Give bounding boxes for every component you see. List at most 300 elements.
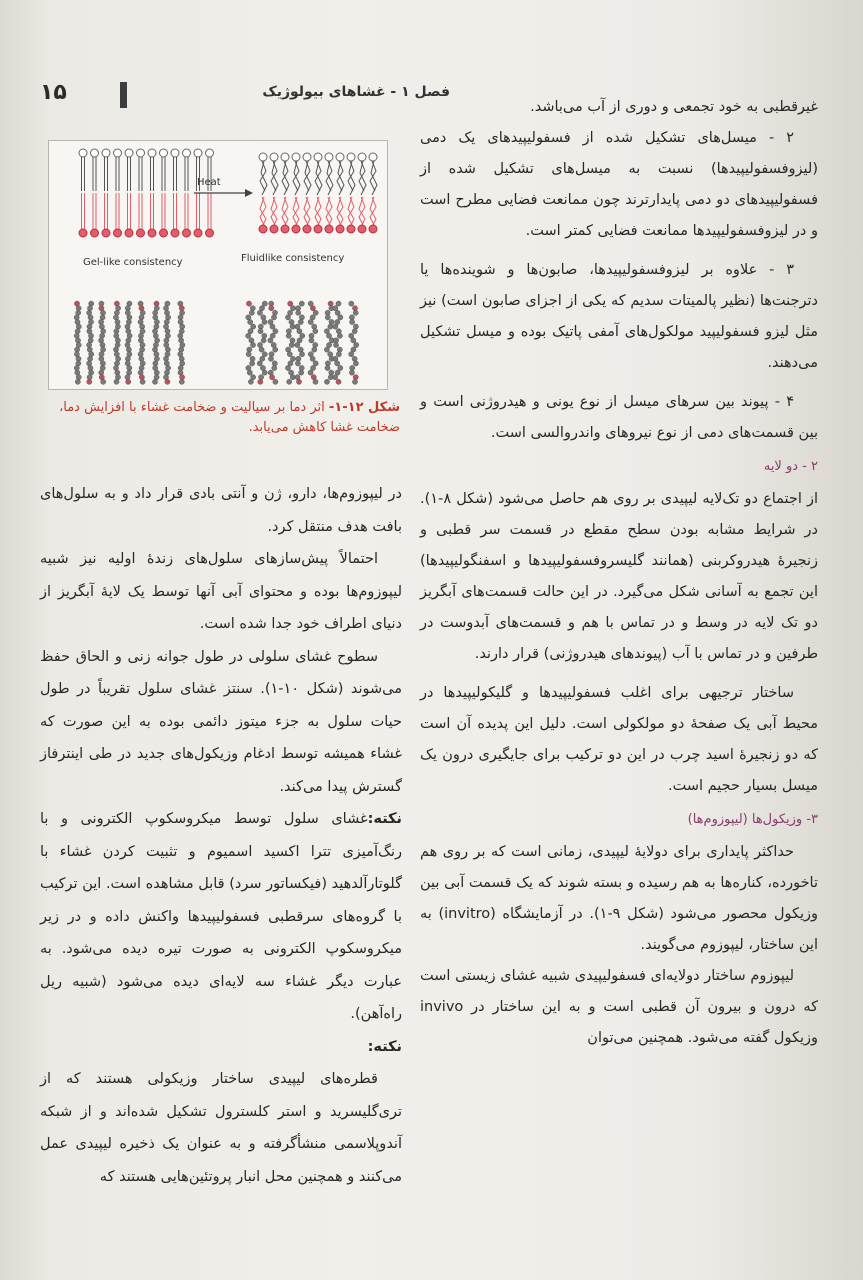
molecule-atom [328,301,333,306]
molecule-atom [246,301,251,306]
lipid-head [303,225,311,233]
molecule-atom [338,315,343,320]
molecule-atom [99,324,104,329]
molecule-atom [354,342,359,347]
molecule-atom [287,352,292,357]
molecule-atom [74,365,79,370]
lipid-head [148,149,156,157]
molecule-atom [140,379,145,384]
molecule-atom [165,379,170,384]
molecule-atom [76,306,81,311]
molecule-atom [138,352,143,357]
molecule-atom [250,306,255,311]
lipid-tail [260,197,266,225]
lipid-head [114,229,122,237]
molecule-atom [289,342,294,347]
molecule-atom [313,329,318,334]
molecule-atom [308,301,313,306]
molecule-atom [337,333,342,338]
molecule-atom [262,301,267,306]
lipid-head [125,149,133,157]
molecule-atom [285,365,290,370]
molecule-atom [299,370,304,375]
molecule-atom [139,356,144,361]
molecule-atom [352,329,357,334]
lipid-tail [293,197,299,225]
lipid-head [91,149,99,157]
paragraph: قطره‌های لیپیدی ساختار وزیکولی هستند که از تری‌گلیسرید و استر کلسترول تشکیل شده‌اند و از شبکه آندوپلاسمی منشأ‌گرفته و به عنوان یک ذخیره لیپیدی عمل می‌کنند و همچنین محل انبار پروتئین‌هایی هستند که [40,1071,402,1185]
heat-arrow-head [245,189,253,197]
molecule-atom [312,324,317,329]
molecule-atom [336,301,341,306]
molecule-atom [310,356,315,361]
note-label: نکته: [367,1038,402,1055]
molecule-atom [165,347,170,352]
molecule-atom [336,352,341,357]
lipid-head [358,225,366,233]
lipid-head [259,153,267,161]
molecule-atom [248,319,253,324]
molecule-atom [88,315,93,320]
molecule-atom [139,365,144,370]
molecule-atom [180,342,185,347]
molecule-atom [290,324,295,329]
molecule-atom [153,333,158,338]
lipid-tail [348,197,354,225]
molecule-atom [152,347,157,352]
molecule-atom [126,379,131,384]
molecule-atom [166,315,171,320]
figure-caption [48,398,400,438]
molecule-atom [114,301,119,306]
lipid-head [194,229,202,237]
lipid-head [114,149,122,157]
molecule-atom [178,333,183,338]
molecule-atom [115,319,120,324]
molecule-atom [99,338,104,343]
lipid-head [183,229,191,237]
molecule-atom [298,319,303,324]
molecule-atom [76,324,81,329]
molecule-atom [99,319,104,324]
paragraph: حداکثر پایداری برای دولایهٔ لیپیدی، زمانی است که بر روی هم تاخورده، کناره‌ها به هم رسیده و بسته شوند که یک قسمت آبی بین وزیکول محصور می‌شود (شکل ۹-۱). در آزمایشگاه (invitro) به این ساختار، لیپوزوم می‌گویند. [420,844,819,953]
molecule-atom [349,370,354,375]
lipid-head [160,149,168,157]
lipid-head [206,149,214,157]
molecule-atom [88,365,93,370]
molecule-atom [308,319,313,324]
note-paragraph [40,803,402,1031]
lipid-head [171,229,179,237]
heat-label: Heat [197,177,221,188]
lipid-head [314,225,322,233]
molecule-atom [179,329,184,334]
lipid-tail [304,197,310,225]
molecule-atom [246,333,251,338]
molecule-atom [329,319,334,324]
molecule-atom [165,329,170,334]
molecule-atom [270,375,275,380]
molecule-atom [179,356,184,361]
molecule-atom [165,301,170,306]
molecule-atom [125,342,130,347]
molecule-atom [258,379,263,384]
molecule-atom [89,352,94,357]
molecule-atom [326,333,331,338]
molecule-atom [259,347,264,352]
lipid-head [79,229,87,237]
paragraph: ۳ - علاوه بر لیزوفسفولیپیدها، صابون‌ها و شوینده‌ها یا دترجنت‌ها (نظیر پالمیتات سدیم که یکی از اجزای صابون است) نیز مثل لیزو فسفولیپید مولکول‌های آمفی پاتیک بوده و میسل تشکیل می‌دهند. [420,262,818,371]
molecule-atom [273,329,278,334]
molecule-atom [87,342,92,347]
molecule-atom [99,375,104,380]
molecule-atom [154,319,159,324]
molecule-atom [164,361,169,366]
figure-membrane-fluidity [48,140,388,390]
left-column [40,478,402,1193]
molecule-atom [268,370,273,375]
molecule-atom [324,379,329,384]
molecule-atom [333,306,338,311]
molecule-atom [164,319,169,324]
lipid-head [91,229,99,237]
molecule-atom [154,324,159,329]
molecule-atom [337,347,342,352]
molecule-atom [246,352,251,357]
molecule-atom [164,310,169,315]
gel-label: Gel-like consistency [83,257,183,268]
molecule-atom [272,365,277,370]
molecule-atom [311,365,316,370]
molecule-atom [299,301,304,306]
molecule-atom [350,319,355,324]
molecule-atom [163,306,168,311]
molecule-atom [335,370,340,375]
molecule-atom [296,379,301,384]
molecule-atom [155,338,160,343]
molecule-atom [154,352,159,357]
molecule-atom [313,342,318,347]
lipid-head [160,229,168,237]
molecule-atom [268,338,273,343]
paragraph: ساختار ترجیهی برای اغلب فسفولیپیدها و گلیکولیپیدها در محیط آبی یک صفحهٔ دو مولکولی است. دلیل این پدیده آن است که دو زنجیرهٔ اسید چرب در این دو ترکیب برای جایگیری درون یک میسل بسیار حجیم است. [420,685,818,794]
lipid-tail [326,197,332,225]
paragraph: ۲ - میسل‌های تشکیل شده از فسفولیپیدهای یک دمی (لیزوفسفولیپیدها) نسبت به میسل‌های تشکیل شده از فسفولیپیدهای دو دمی پایدارترند چون ممانعت فضایی مطرح است و در لیزوفسفولیپیدها ممانعت فضایی کمتر است. [420,130,818,239]
molecule-atom [139,306,144,311]
molecule-atom [250,342,255,347]
molecule-atom [250,361,255,366]
molecule-atom [87,310,92,315]
molecule-atom [335,361,340,366]
molecule-atom [138,301,143,306]
molecule-atom [290,356,295,361]
molecule-atom [335,310,340,315]
molecule-atom [75,370,80,375]
page-header [40,80,460,114]
molecule-atom [286,333,291,338]
molecule-atom [75,319,80,324]
molecule-atom [126,319,131,324]
molecule-atom [298,347,303,352]
lipid-head [292,225,300,233]
lipid-head [281,153,289,161]
molecule-atom [289,319,294,324]
lipid-head [336,153,344,161]
paragraph: در لیپوزوم‌ها، دارو، ژن و آنتی بادی قرار داد و به سلول‌های بافت هدف منتقل کرد. [40,486,402,535]
lipid-head [358,153,366,161]
caption-title: شکل ۱۲-۱- [328,400,400,415]
molecule-atom [100,310,105,315]
molecule-atom [100,333,105,338]
molecule-atom [101,379,106,384]
molecule-atom [126,329,131,334]
molecule-atom [285,315,290,320]
molecule-atom [262,319,267,324]
molecule-atom [247,347,252,352]
molecule-atom [166,365,171,370]
molecule-atom [333,324,338,329]
molecule-atom [100,342,105,347]
molecule-atom [300,333,305,338]
lipid-head [303,153,311,161]
molecule-atom [297,338,302,343]
molecule-atom [248,379,253,384]
molecule-atom [125,375,130,380]
molecule-atom [259,375,264,380]
molecule-atom [114,310,119,315]
lipid-head [206,229,214,237]
molecule-atom [261,338,266,343]
molecule-atom [153,342,158,347]
molecule-atom [179,379,184,384]
molecule-atom [349,352,354,357]
molecule-atom [338,365,343,370]
molecule-atom [140,310,145,315]
molecule-atom [324,347,329,352]
header-divider [120,82,127,108]
molecule-atom [295,361,300,366]
caption-text: اثر دما بر سیالیت و ضخامت غشاء با افزایش دما، ضخامت غشا کاهش می‌یابد. [59,400,400,435]
molecule-atom [152,329,157,334]
lipid-head [314,153,322,161]
molecule-atom [249,310,254,315]
lipid-tail [370,197,376,225]
molecule-atom [101,329,106,334]
molecule-atom [87,361,92,366]
lipid-tail [271,197,277,225]
molecule-atom [87,379,92,384]
lipid-head [171,149,179,157]
molecule-atom [126,347,131,352]
molecule-atom [352,379,357,384]
paragraph: ۴ - پیوند بین سرهای میسل از نوع یونی و هیدروژنی است و بین قسمت‌های دمی از نوع نیروهای واندروالسی است. [420,394,818,441]
molecule-atom [180,324,185,329]
molecule-atom [247,370,252,375]
molecule-atom [313,361,318,366]
lipid-head [325,225,333,233]
molecule-atom [287,379,292,384]
lipid-head [148,229,156,237]
molecule-atom [329,370,334,375]
section-heading: ۳- وزیکول‌ها (لیپوزوم‌ها) [687,812,818,827]
molecule-atom [152,379,157,384]
lipid-head [137,229,145,237]
lipid-tail [315,197,321,225]
molecule-atom [295,342,300,347]
molecule-atom [262,352,267,357]
molecule-atom [351,347,356,352]
lipid-head [102,149,110,157]
lipid-head [259,225,267,233]
lipid-head [369,225,377,233]
molecule-atom [89,301,94,306]
molecule-atom [75,338,80,343]
molecule-atom [140,324,145,329]
lipid-head [270,153,278,161]
molecule-atom [290,338,295,343]
molecule-atom [251,375,256,380]
molecule-atom [313,310,318,315]
molecule-atom [127,333,132,338]
lipid-head [369,153,377,161]
molecule-atom [270,324,275,329]
molecule-atom [325,361,330,366]
molecule-atom [87,347,92,352]
molecule-atom [325,315,330,320]
molecule-atom [296,310,301,315]
molecule-atom [75,379,80,384]
molecule-atom [262,370,267,375]
molecule-atom [99,370,104,375]
molecule-atom [126,338,131,343]
right-column [420,92,818,1054]
molecule-atom [310,306,315,311]
lipid-tail [282,197,288,225]
molecule-atom [114,379,119,384]
lipid-tail [359,197,365,225]
molecule-atom [327,342,332,347]
molecule-atom [353,324,358,329]
molecule-atom [290,375,295,380]
molecule-atom [114,352,119,357]
molecule-atom [313,379,318,384]
paragraph: از اجتماع دو تک‌لایه لیپیدی بر روی هم حاصل می‌شود (شکل ۸-۱). در شرایط مشابه بودن سطح مقطع در قسمت سر قطبی و زنجیرهٔ هیدروکربنی (همانند گلیسروفسفولیپیدها و اسفنگولیپیدها) این تجمع به آسانی شکل می‌گیرد. در این حالت قسمت‌های آبگریز دو تک لایه در وسط و در تماس با هم و قسمت‌های آبدوست در طرفین و در تماس با آب (پیوندهای هیدروژنی) قرار دارند. [420,491,818,662]
chapter-title: فصل ۱ - غشاهای بیولوژیک [262,84,450,100]
molecule-atom [325,365,330,370]
molecule-atom [271,315,276,320]
molecule-atom [351,338,356,343]
molecule-atom [164,370,169,375]
molecule-atom [288,361,293,366]
lipid-head [125,229,133,237]
lipid-head [194,149,202,157]
molecule-atom [260,356,265,361]
molecule-atom [299,365,304,370]
molecule-atom [74,333,79,338]
page-number: ۱۵ [40,80,67,105]
molecule-atom [297,329,302,334]
molecule-atom [75,329,80,334]
molecule-atom [309,338,314,343]
molecule-atom [333,375,338,380]
molecule-atom [87,306,92,311]
molecule-atom [272,310,277,315]
lipid-head [336,225,344,233]
molecule-atom [113,365,118,370]
molecule-atom [76,375,81,380]
molecule-atom [74,315,79,320]
lipid-head [183,149,191,157]
molecule-atom [352,306,357,311]
molecule-atom [88,356,93,361]
molecule-atom [269,306,274,311]
molecule-atom [140,342,145,347]
molecule-atom [257,361,262,366]
molecule-atom [114,361,119,366]
lipid-head [347,225,355,233]
molecule-atom [178,352,183,357]
molecule-atom [179,338,184,343]
section-heading: ۲ - دو لایه [763,459,818,474]
lipid-head [270,225,278,233]
molecule-atom [312,347,317,352]
fluid-label: Fluidlike consistency [241,253,345,264]
molecule-atom [113,347,118,352]
molecule-atom [127,315,132,320]
molecule-atom [179,347,184,352]
lipid-head [325,153,333,161]
molecule-atom [290,306,295,311]
molecule-atom [139,375,144,380]
lipid-head [137,149,145,157]
paragraph: احتمالاً پیش‌سازهای سلول‌های زندهٔ اولیه نیز شبیه لیپوزوم‌ها بوده و محتوای آبی آنها توسط یک لایهٔ آبگریز از دنیای اطراف خود جدا شده است. [40,551,402,632]
molecule-atom [116,306,121,311]
molecule-atom [353,361,358,366]
molecule-atom [125,324,130,329]
lipid-head [102,229,110,237]
note-text: غشای سلول توسط میکروسکوپ الکترونی و با رنگ‌آمیزی تترا اکسید اسمیوم و تثبیت کردن غشاء با گلوتارآلدهید (فیکساتور سرد) قابل مشاهده است. این ترکیب با گروه‌های سرقطبی فسفولیپیدها واکنش داده و در زیر میکروسکوپ الکترونی به صورت تیره دیده می‌شود. به عبارت دیگر غشاء سه لایه‌ای دیده می‌شود (شبیه ریل راه‌آهن). [40,811,402,1022]
molecule-atom [299,315,304,320]
paragraph: سطوح غشای سلولی در طول جوانه زنی و الحاق حفظ می‌شوند (شکل ۱۰-۱). سنتز غشای سلول تقریباً در طول حیات سلول به جزء میتوز دائمی بوده به این صورت که غشاء همیشه توسط ادغام وزیکول‌های جدید در طی اینترفاز گسترش پیدا می‌کند. [40,648,402,795]
molecule-atom [248,329,253,334]
molecule-atom [116,356,121,361]
molecule-atom [163,356,168,361]
lipid-head [281,225,289,233]
molecule-atom [328,324,333,329]
molecule-atom [250,356,255,361]
lipid-head [347,153,355,161]
paragraph: لیپوزوم ساختار دولایه‌ای فسفولیپیدی شبیه غشای زیستی است که درون و بیرون آن قطبی است و به این ساختار در invivo وزیکول گفته می‌شود. همچنین می‌توان [420,968,818,1046]
molecule-atom [349,301,354,306]
molecule-atom [273,347,278,352]
molecule-atom [273,379,278,384]
molecule-atom [115,370,120,375]
molecule-atom [163,375,168,380]
molecule-atom [262,333,267,338]
molecule-atom [328,352,333,357]
molecule-atom [269,352,274,357]
lipid-head [292,153,300,161]
molecule-atom [352,356,357,361]
molecule-atom [257,310,262,315]
molecule-atom [270,333,275,338]
molecule-atom [258,329,263,334]
molecule-atom [288,301,293,306]
molecule-atom [140,361,145,366]
molecule-atom [261,315,266,320]
molecule-atom [246,365,251,370]
molecule-atom [308,370,313,375]
